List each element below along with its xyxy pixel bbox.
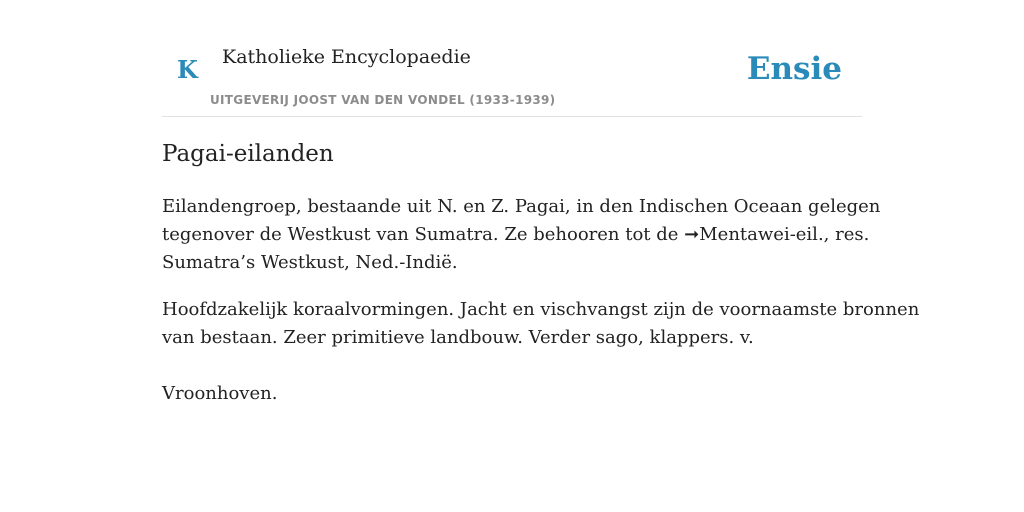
article-paragraph-2	[162, 296, 920, 352]
article-title: Pagai-eilanden	[162, 141, 334, 167]
ensie-brand-link[interactable]: Ensie	[746, 51, 842, 87]
mentawei-cross-reference-link[interactable]: ➞Mentawei-eil.	[684, 224, 824, 245]
article	[162, 138, 920, 408]
site-title-link[interactable]: Katholieke Encyclopaedie	[222, 46, 471, 68]
site-subtitle: UITGEVERIJ JOOST VAN DEN VONDEL (1933-1939)	[210, 93, 556, 107]
site-header	[162, 36, 862, 117]
paragraph-2-line-2: van bestaan. Zeer primitieve landbouw. Verder sago, klappers. v.	[162, 327, 754, 348]
paragraph-1-line-2-start: tegenover de Westkust van Sumatra. Ze behooren tot de	[162, 224, 685, 245]
site-logo[interactable]: K	[177, 55, 198, 84]
paragraph-2-line-1: Hoofdzakelijk koraalvormingen. Jacht en vischvangst zijn de voornaamste bronnen	[162, 299, 920, 320]
paragraph-1-line-1: Eilandengroep, bestaande uit N. en Z. Pagai, in den Indischen Oceaan gelegen	[162, 196, 881, 217]
paragraph-1-line-3: Sumatra’s Westkust, Ned.-Indië.	[162, 252, 458, 273]
article-author: Vroonhoven.	[162, 383, 278, 404]
article-paragraph-1	[162, 193, 881, 277]
paragraph-1-line-2-end: , res.	[823, 224, 870, 245]
